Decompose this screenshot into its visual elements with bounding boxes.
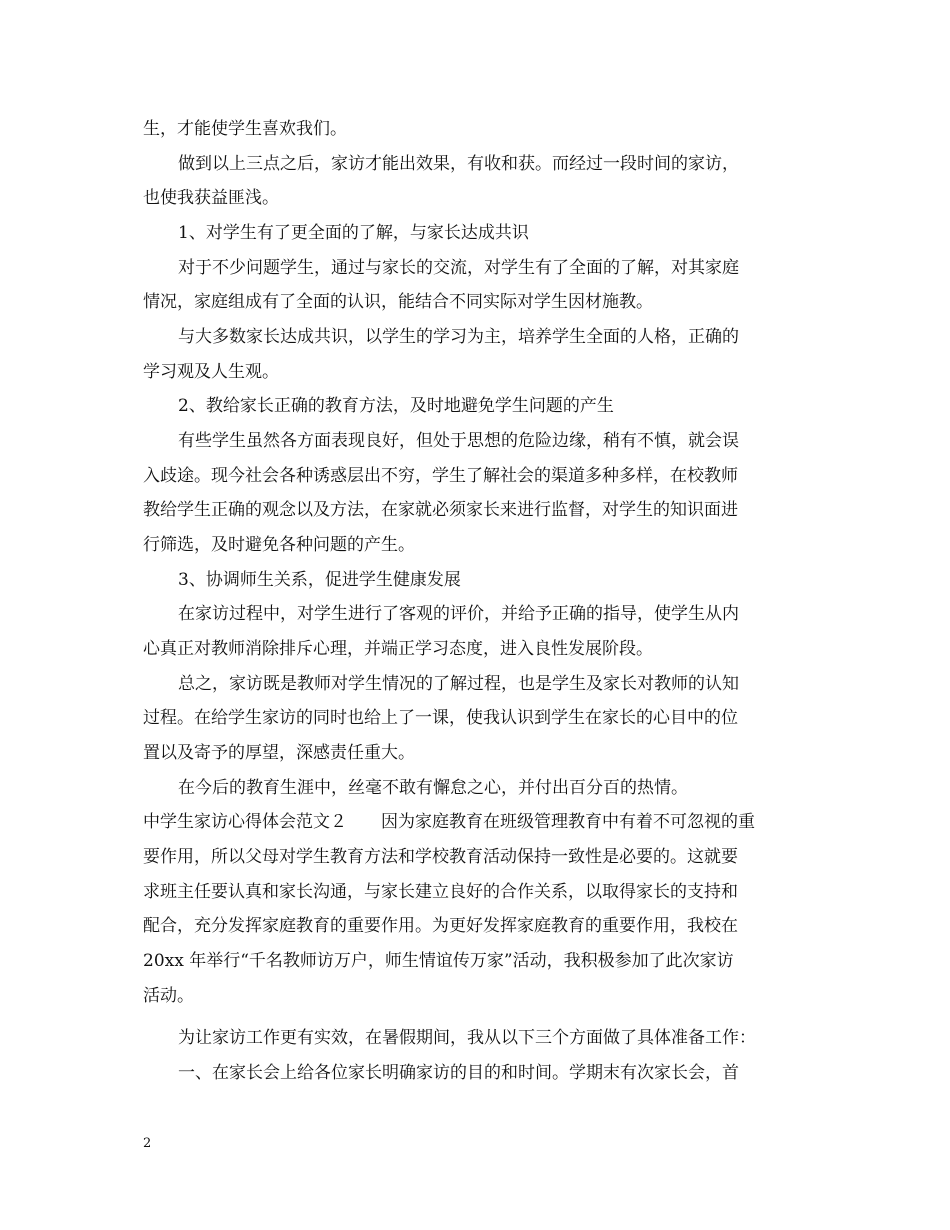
subheading-line: 2、教给家长正确的教育方法，及时地避免学生问题的产生 — [178, 396, 614, 416]
text-line: 在今后的教育生涯中，丝毫不敢有懈怠之心，并付出百分百的热情。 — [178, 778, 688, 798]
section-first-line: 因为家庭教育在班级管理教育中有着不可忽视的重 — [381, 812, 755, 832]
text-line: 为让家访工作更有实效，在暑假期间，我从以下三个方面做了具体准备工作： — [178, 1028, 756, 1048]
text-line: 在家访过程中，对学生进行了客观的评价，并给予正确的指导，使学生从内 — [178, 604, 739, 624]
text-line: 教给学生正确的观念以及方法，在家就必须家长来进行监督，对学生的知识面进 — [143, 500, 738, 520]
section-line — [0, 810, 950, 834]
text-line: 求班主任要认真和家长沟通，与家长建立良好的合作关系，以取得家长的支持和 — [143, 882, 738, 902]
text-line: 有些学生虽然各方面表现良好，但处于思想的危险边缘，稍有不慎，就会误 — [178, 431, 739, 451]
section-heading: 中学生家访心得体会范文２ — [143, 812, 347, 832]
text-line: 生，才能使学生喜欢我们。 — [143, 119, 347, 139]
text-line: 入歧途。现今社会各种诱惑层出不穷，学生了解社会的渠道多种多样，在校教师 — [143, 466, 738, 486]
text-line: 20xx 年举行“千名教师访万户，师生情谊传万家”活动，我积极参加了此次家访 — [143, 951, 734, 971]
text-line: 活动。 — [143, 986, 194, 1006]
text-line: 配合，充分发挥家庭教育的重要作用。为更好发挥家庭教育的重要作用，我校在 — [143, 916, 738, 936]
text-line: 总之，家访既是教师对学生情况的了解过程，也是学生及家长对教师的认知 — [178, 674, 739, 694]
subheading-line: 3、协调师生关系，促进学生健康发展 — [178, 570, 461, 590]
text-line: 要作用，所以父母对学生教育方法和学校教育活动保持一致性是必要的。这就要 — [143, 847, 738, 867]
text-line: 学习观及人生观。 — [143, 362, 279, 382]
text-line: 一、在家长会上给各位家长明确家访的目的和时间。学期末有次家长会，首 — [178, 1063, 739, 1083]
text-line: 行筛选，及时避免各种问题的产生。 — [143, 535, 415, 555]
text-line: 也使我获益匪浅。 — [143, 188, 279, 208]
text-line: 置以及寄予的厚望，深感责任重大。 — [143, 743, 415, 763]
text-line: 情况，家庭组成有了全面的认识，能结合不同实际对学生因材施教。 — [143, 292, 653, 312]
text-line: 心真正对教师消除排斥心理，并端正学习态度，进入良性发展阶段。 — [143, 639, 653, 659]
text-line: 对于不少问题学生，通过与家长的交流，对学生有了全面的了解，对其家庭 — [178, 258, 739, 278]
text-line: 做到以上三点之后，家访才能出效果，有收和获。而经过一段时间的家访， — [178, 154, 739, 174]
page-number: 2 — [143, 1136, 152, 1151]
text-line: 过程。在给学生家访的同时也给上了一课，使我认识到学生在家长的心目中的位 — [143, 708, 738, 728]
text-line: 与大多数家长达成共识，以学生的学习为主，培养学生全面的人格，正确的 — [178, 327, 739, 347]
subheading-line: 1、对学生有了更全面的了解，与家长达成共识 — [178, 223, 529, 243]
